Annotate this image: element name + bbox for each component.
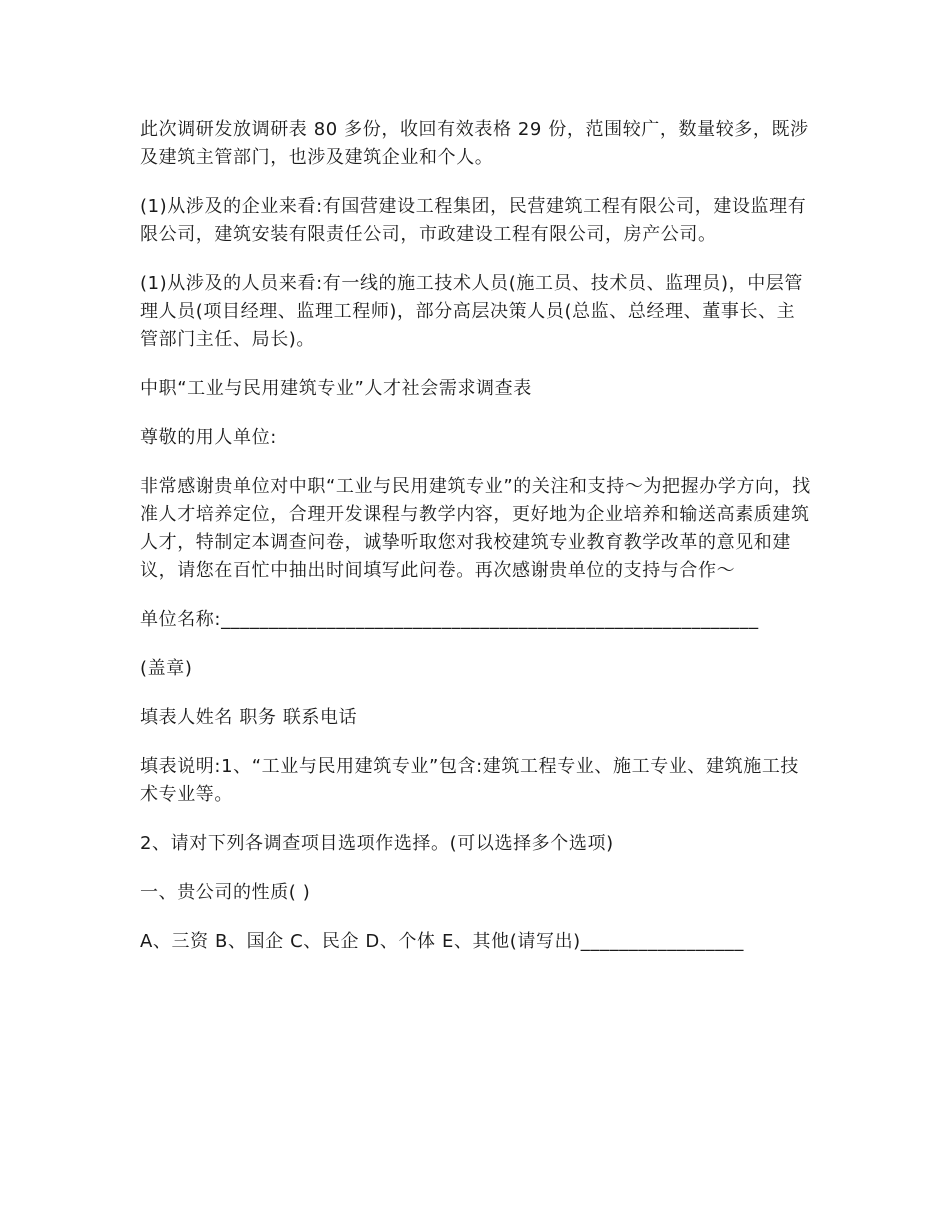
filler-info-line: 填表人姓名 职务 联系电话 [140,707,358,728]
question-1-options: A、三资 B、国企 C、民企 D、个体 E、其他(请写出)_________________ [140,931,744,952]
question-1-title: 一、贵公司的性质( ) [140,882,311,903]
questionnaire-preface: 非常感谢贵单位对中职“工业与民用建筑专业”的关注和支持～为把握办学方向，找准人才培养定位，合理开发课程与教学内容，更好地为企业培养和输送高素质建筑人才，特制定本调查问卷，诚挚听取您对我校建筑专业教育教学改革的意见和建议，请您在百忙中抽出时间填写此问卷。再次感谢贵单位的支持与合作～ [140,476,811,581]
personnel-scope-paragraph: (1)从涉及的人员来看:有一线的施工技术人员(施工员、技术员、监理员)，中层管理人员(项目经理、监理工程师)，部分高层决策人员(总监、总经理、董事长、主管部门主任、局长)。 [140,273,804,350]
document-page [140,116,812,977]
unit-name-field: 单位名称:________________________________________________________ [140,609,759,630]
enterprise-scope-paragraph: (1)从涉及的企业来看:有国营建设工程集团，民营建筑工程有限公司，建设监理有限公司，建筑安装有限责任公司，市政建设工程有限公司，房产公司。 [140,196,807,245]
filling-instruction-2: 2、请对下列各调查项目选项作选择。(可以选择多个选项) [140,833,614,854]
seal-note: (盖章) [140,658,193,679]
questionnaire-title: 中职“工业与民用建筑专业”人才社会需求调查表 [140,378,532,399]
salutation: 尊敬的用人单位: [140,427,277,448]
survey-intro-paragraph: 此次调研发放调研表 80 多份，收回有效表格 29 份，范围较广，数量较多，既涉及建筑主管部门，也涉及建筑企业和个人。 [140,119,809,168]
filling-instruction-1: 填表说明:1、“工业与民用建筑专业”包含:建筑工程专业、施工专业、建筑施工技术专业等。 [140,756,800,805]
